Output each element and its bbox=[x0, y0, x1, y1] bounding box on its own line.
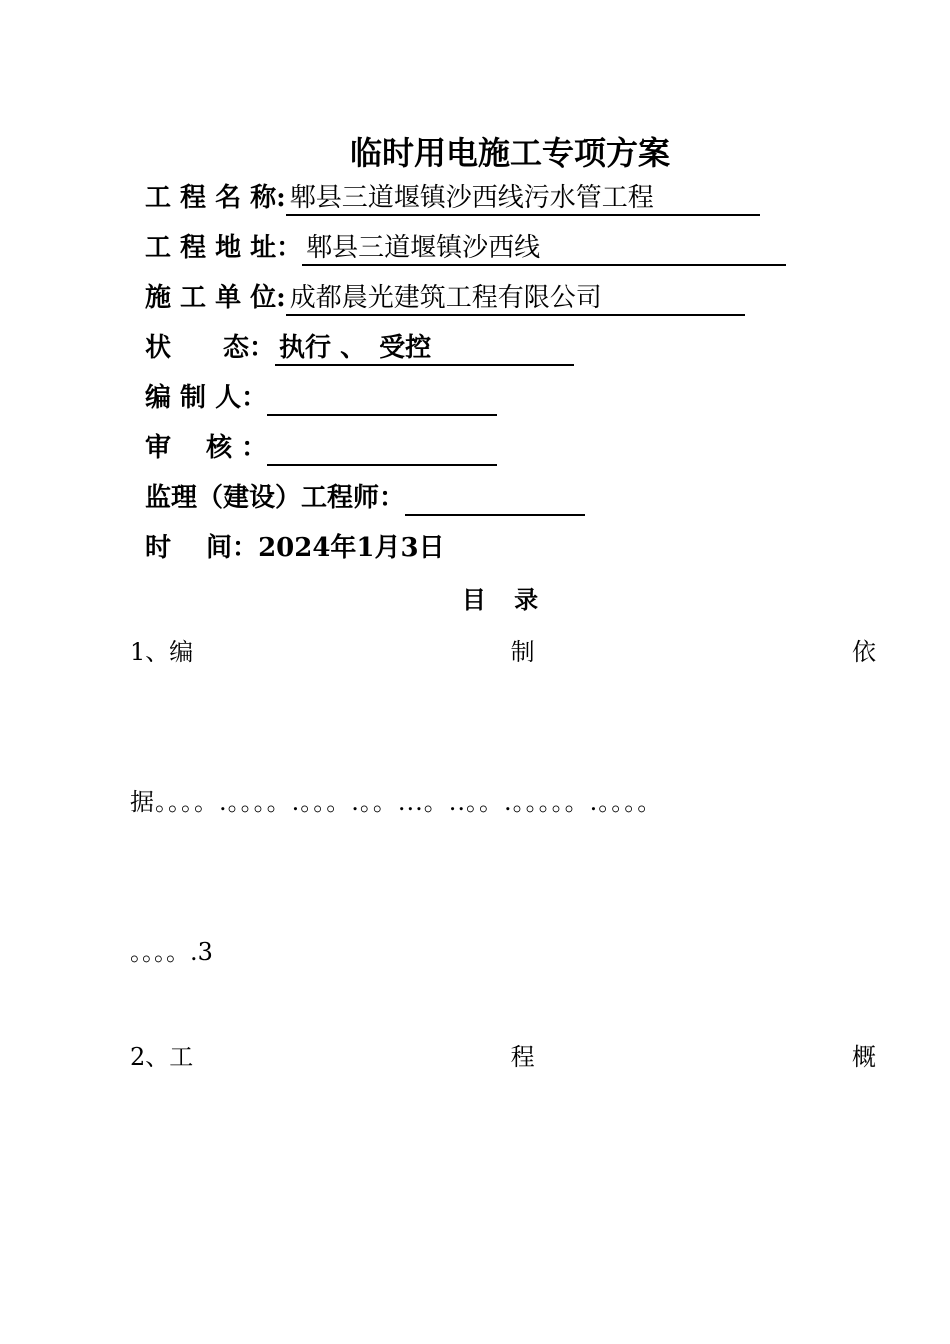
toc-item-text: 程 bbox=[510, 1043, 535, 1071]
field-value: 郫县三道堰镇沙西线污水管工程 bbox=[286, 180, 760, 216]
field-project-name bbox=[145, 180, 760, 216]
field-label: 工 程 地 址： bbox=[145, 233, 303, 263]
field-label: 审 核 ： bbox=[145, 433, 268, 463]
document-title: 临时用电施工专项方案 bbox=[349, 134, 670, 172]
field-label: 施 工 单 位: bbox=[145, 283, 286, 313]
field-value bbox=[267, 380, 497, 416]
field-value bbox=[267, 430, 497, 466]
toc-item-text: 依 bbox=[852, 638, 876, 666]
toc-item-text: 制 bbox=[510, 638, 535, 666]
field-supervisor bbox=[145, 480, 585, 516]
field-value: 郫县三道堰镇沙西线 bbox=[302, 230, 786, 266]
toc-item-2[interactable] bbox=[130, 1037, 876, 1072]
field-label: 监理（建设）工程师： bbox=[145, 483, 406, 513]
field-status bbox=[145, 330, 574, 366]
field-value bbox=[405, 480, 585, 516]
toc-item-1-continuation: 据。。。。.。。。。.。。。.。。...。..。。.。。。。。.。。。。 bbox=[130, 788, 663, 816]
field-value: 成都晨光建筑工程有限公司 bbox=[286, 280, 745, 316]
field-compiler bbox=[145, 380, 497, 416]
field-reviewer bbox=[145, 430, 497, 466]
field-construction-unit bbox=[145, 280, 745, 316]
toc-item-text: 概 bbox=[852, 1043, 876, 1071]
toc-item-number: 1、编 bbox=[130, 638, 194, 666]
toc-title: 目 录 bbox=[461, 585, 549, 614]
field-label: 编 制 人： bbox=[145, 383, 268, 413]
field-value: 2024年1月3日 bbox=[258, 533, 445, 563]
field-label: 工 程 名 称: bbox=[145, 183, 286, 213]
toc-item-1-page: 。。。。.3 bbox=[130, 938, 213, 966]
toc-item-1[interactable] bbox=[130, 632, 876, 667]
field-label: 状 态： bbox=[145, 333, 276, 363]
field-project-address bbox=[145, 230, 786, 266]
field-label: 时 间： bbox=[145, 533, 259, 563]
toc-item-number: 2、工 bbox=[130, 1043, 194, 1071]
field-date bbox=[145, 530, 445, 566]
field-value: 执行 、 受控 bbox=[275, 330, 574, 366]
